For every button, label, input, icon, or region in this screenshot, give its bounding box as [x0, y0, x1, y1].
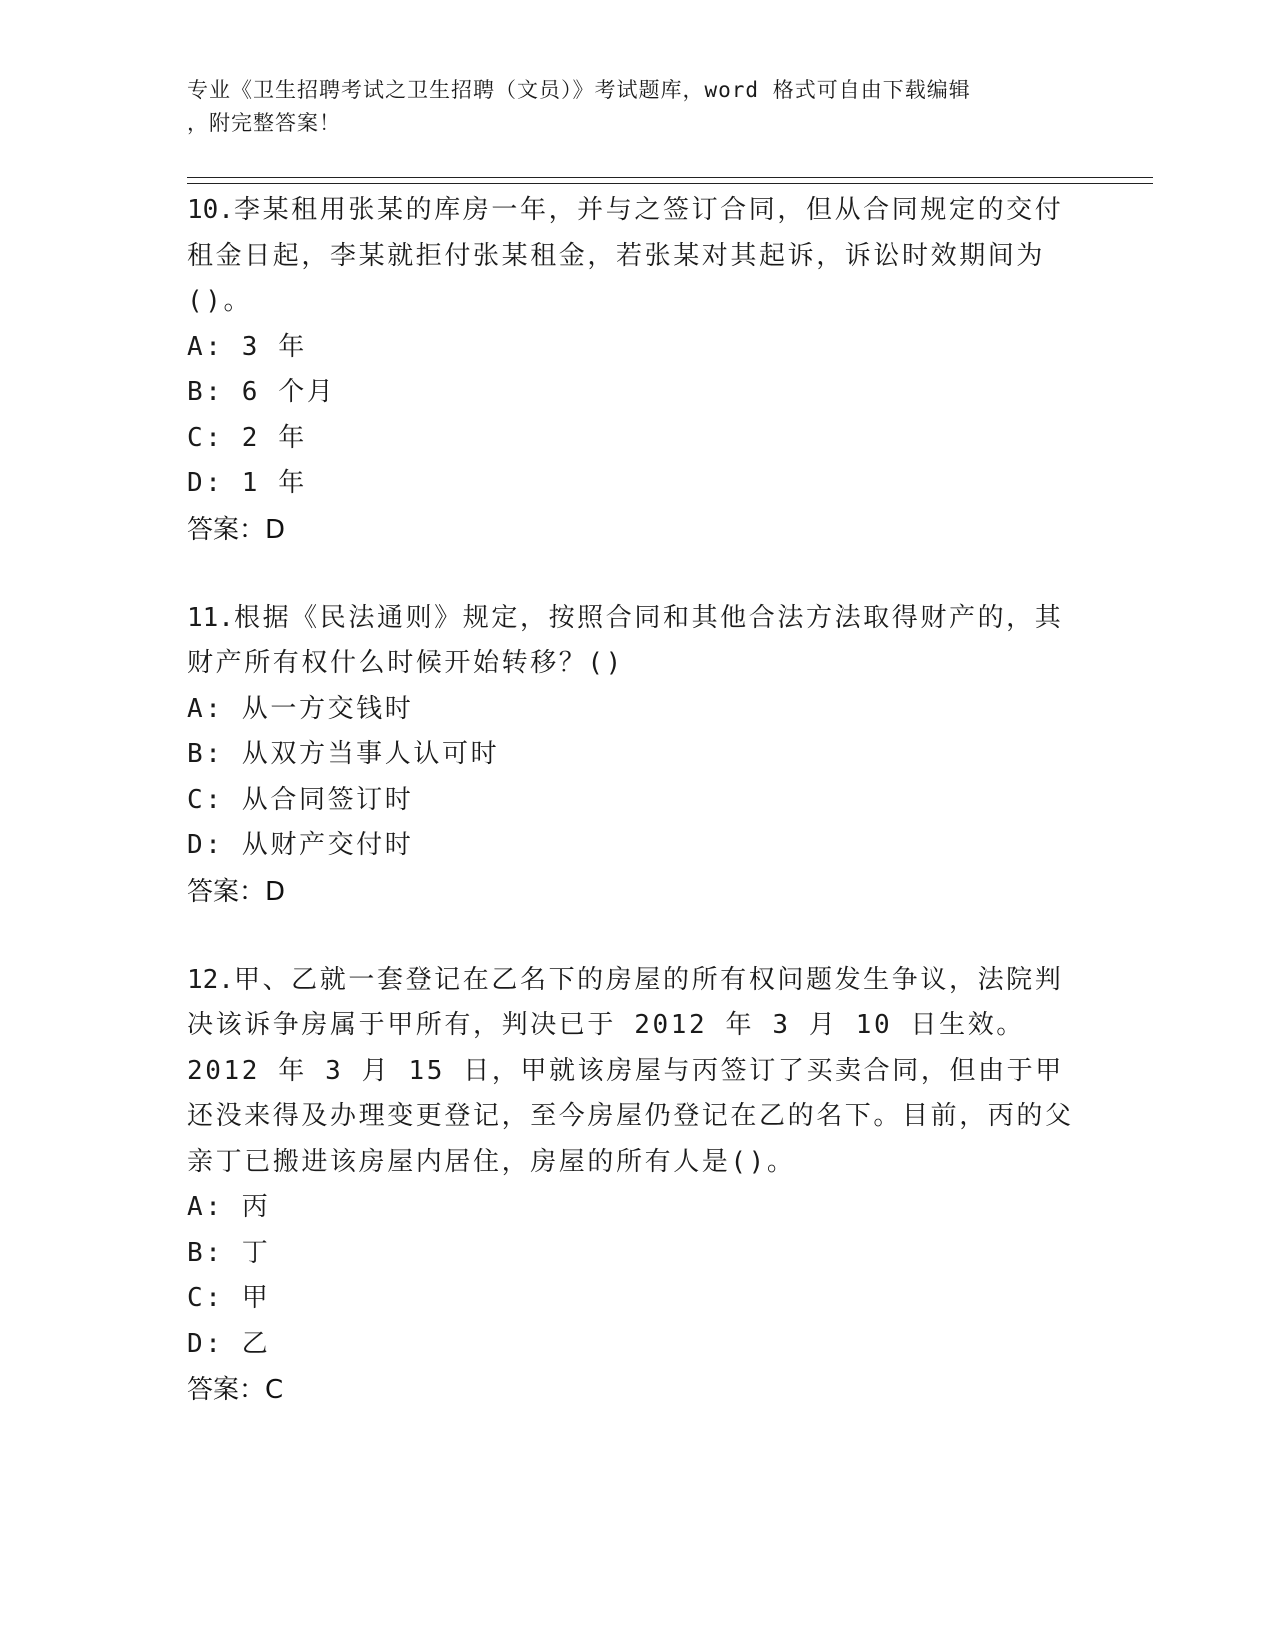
option-label: C:: [187, 422, 224, 453]
option-text: 从一方交钱时: [241, 693, 414, 724]
option-label: A:: [187, 693, 224, 724]
question-stem: 李某租用张某的库房一年，并与之签订合同，但从合同规定的交付租金日起，李某就拒付张某租金，若张某对其起诉，诉讼时效期间为()。: [187, 195, 1064, 316]
option-label: C:: [187, 784, 224, 815]
question-stem: 甲、乙就一套登记在乙名下的房屋的所有权问题发生争议，法院判决该诉争房属于甲所有，判决已于 2012 年 3 月 10 日生效。2012 年 3 月 15 日，甲就该房屋与丙签订了买卖合同，但由于甲还没来得及办理变更登记，至今房屋仍登记在乙的名下。目前，丙的父亲丁已搬进该房屋内居住，房屋的所有人是()。: [187, 964, 1074, 1177]
question-10: [187, 188, 1087, 553]
question-number: 11.: [187, 602, 234, 633]
question-text: [187, 188, 1087, 325]
document-header: [187, 74, 1067, 140]
option-a: [187, 687, 1087, 733]
option-text: 丁: [241, 1237, 271, 1268]
question-11: [187, 596, 1087, 915]
option-c: [187, 416, 1087, 462]
option-label: B:: [187, 739, 224, 769]
option-label: B:: [187, 1237, 224, 1268]
option-text: 3 年: [241, 331, 307, 362]
option-b: [187, 370, 1087, 416]
question-stem: 根据《民法通则》规定，按照合同和其他合法方法取得财产的，其财产所有权什么时候开始转移？(): [187, 602, 1064, 678]
option-d: [187, 1322, 1087, 1368]
option-text: 丙: [241, 1192, 271, 1222]
header-line-1: 专业《卫生招聘考试之卫生招聘（文员）》考试题库，word 格式可自由下载编辑: [187, 78, 971, 102]
option-label: C:: [187, 1283, 224, 1313]
option-label: D:: [187, 1328, 224, 1359]
question-number: 12.: [187, 964, 234, 995]
option-a: [187, 1185, 1087, 1231]
option-text: 6 个月: [241, 377, 336, 407]
answer-line: 答案：D: [187, 514, 286, 545]
option-text: 从财产交付时: [241, 830, 414, 860]
answer-line: 答案：C: [187, 1375, 284, 1405]
question-text: [187, 958, 1087, 1186]
header-divider-top: [187, 177, 1153, 178]
option-d: [187, 461, 1087, 507]
question-12: [187, 958, 1087, 1414]
option-text: 从双方当事人认可时: [241, 739, 500, 769]
option-text: 1 年: [241, 468, 307, 498]
option-text: 从合同签订时: [241, 784, 414, 815]
option-label: A:: [187, 331, 224, 362]
option-a: [187, 325, 1087, 371]
question-number: 10.: [187, 195, 234, 225]
option-c: [187, 1276, 1087, 1322]
option-label: A:: [187, 1192, 224, 1222]
option-b: [187, 1231, 1087, 1277]
option-text: 甲: [241, 1283, 271, 1313]
question-list: [187, 188, 1087, 1456]
option-label: B:: [187, 377, 224, 407]
answer-line: 答案：D: [187, 876, 286, 907]
option-b: [187, 732, 1087, 778]
question-text: [187, 596, 1087, 687]
header-line-2: ，附完整答案！: [187, 111, 341, 135]
option-d: [187, 823, 1087, 869]
option-label: D:: [187, 468, 224, 498]
option-label: D:: [187, 830, 224, 860]
header-divider-bottom: [187, 183, 1153, 184]
option-c: [187, 778, 1087, 824]
option-text: 乙: [241, 1328, 271, 1359]
option-text: 2 年: [241, 422, 307, 453]
